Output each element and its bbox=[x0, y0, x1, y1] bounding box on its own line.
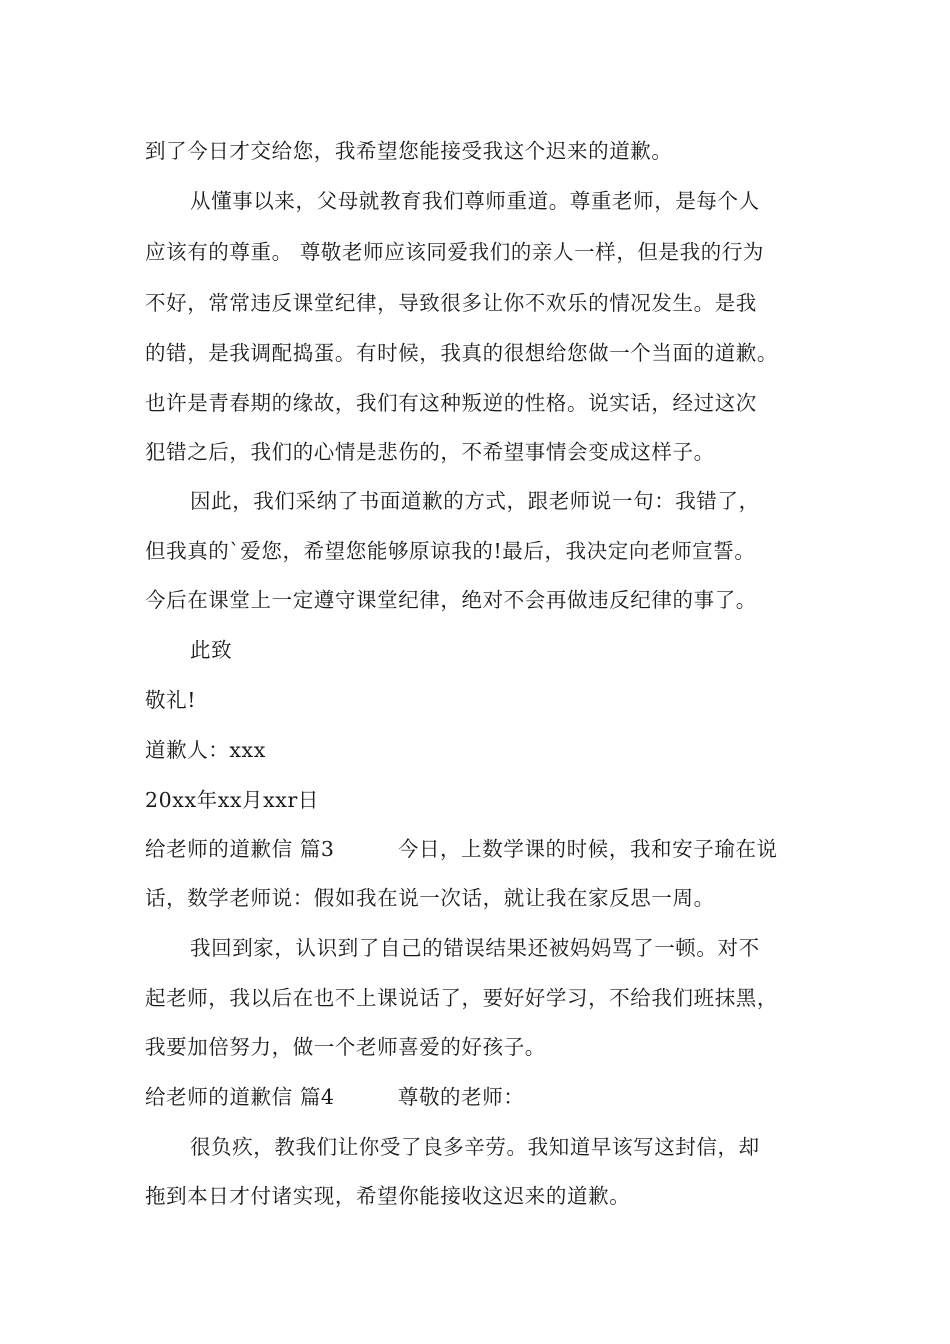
section-heading-line: 给老师的道歉信 篇3 今日，上数学课的时候，我和安子瑜在说 bbox=[145, 837, 778, 861]
text-line: 应该有的尊重。 尊敬老师应该同爱我们的亲人一样，但是我的行为 bbox=[145, 240, 765, 264]
text-line: 拖到本日才付诸实现，希望你能接收这迟来的道歉。 bbox=[145, 1184, 631, 1208]
text-line: 也许是青春期的缘故，我们有这种叛逆的性格。说实话，经过这次 bbox=[145, 391, 757, 415]
text-line: 犯错之后，我们的心情是悲伤的，不希望事情会变成这样子。 bbox=[145, 440, 715, 464]
text-line: 到了今日才交给您，我希望您能接受我这个迟来的道歉。 bbox=[145, 139, 673, 163]
text-line: 但我真的`爱您，希望您能够原谅我的!最后，我决定向老师宣誓。 bbox=[145, 539, 756, 563]
closing-salutation: 此致 bbox=[190, 638, 233, 662]
paragraph-first-line: 从懂事以来，父母就教育我们尊师重道。尊重老师，是每个人 bbox=[190, 189, 760, 213]
section-heading-line: 给老师的道歉信 篇4 尊敬的老师： bbox=[145, 1085, 525, 1109]
text-line: 不好，常常违反课堂纪律，导致很多让你不欢乐的情况发生。是我 bbox=[145, 291, 757, 315]
text-line: 话，数学老师说：假如我在说一次话，就让我在家反思一周。 bbox=[145, 886, 715, 910]
paragraph-first-line: 我回到家，认识到了自己的错误结果还被妈妈骂了一顿。对不 bbox=[190, 936, 760, 960]
signature-line: 道歉人：xxx bbox=[145, 738, 266, 762]
paragraph-first-line: 因此，我们采纳了书面道歉的方式，跟老师说一句：我错了， bbox=[190, 489, 760, 513]
text-line: 的错，是我调配捣蛋。有时候，我真的很想给您做一个当面的道歉。 bbox=[145, 341, 778, 365]
closing-respect: 敬礼! bbox=[145, 688, 197, 712]
text-line: 起老师，我以后在也不上课说话了，要好好学习，不给我们班抹黑， bbox=[145, 986, 778, 1010]
date-line: 20xx年xx月xxr日 bbox=[145, 788, 319, 812]
paragraph-first-line: 很负疚，教我们让你受了良多辛劳。我知道早该写这封信，却 bbox=[190, 1135, 760, 1159]
text-line: 今后在课堂上一定遵守课堂纪律，绝对不会再做违反纪律的事了。 bbox=[145, 588, 757, 612]
text-line: 我要加倍努力，做一个老师喜爱的好孩子。 bbox=[145, 1035, 546, 1059]
